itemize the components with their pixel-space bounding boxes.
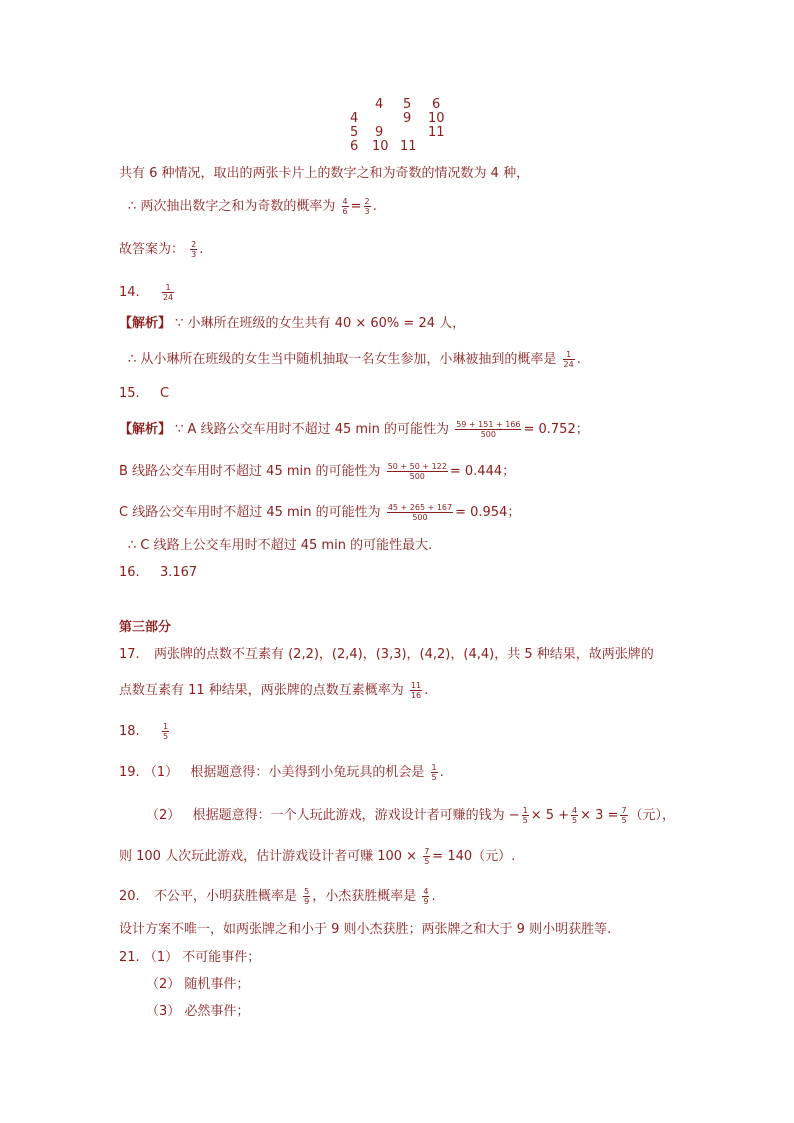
p17-line1 [119,647,654,663]
p21-item1 [119,950,260,966]
p19-text: 根据题意得：小美得到小兔玩具的机会是 [190,765,425,780]
analysis-tag: 【解析】 [119,422,172,437]
fraction: $\frac{5}{9}$ [304,887,310,906]
p13-line2-text: ∴ 两次抽出数字之和为奇数的概率为 [128,199,336,214]
sub-number: （2） [146,808,181,823]
answer-value: C [159,386,170,401]
fraction: $\frac{4}{9}$ [423,887,429,906]
fraction: $\frac{45 + 265 + 167}{500}$ [387,503,453,522]
fraction: $\frac{7}{5}$ [424,847,430,866]
analysis-tag: 【解析】 [119,316,172,331]
table-header-cell: 5 [403,97,412,112]
answer-prefix: 故答案为： [119,242,185,257]
p13-answer: 故答案为： $\frac{2}{3}$ . [119,240,204,259]
question-number: 16. [119,565,140,580]
p17-text: 两张牌的点数不互素有 (2,2)，(2,4)，(3,3)，(4,2)，(4,4)，共 5 种结果，故两张牌的 [153,647,654,662]
p18-answer [119,722,171,741]
p13-line1: 共有 6 种情况，取出的两张卡片上的数字之和为奇数的情况数为 4 种， [119,166,530,181]
p14-answer [119,283,176,302]
p16-answer [119,565,197,581]
p19-text: = 140（元）. [432,849,516,864]
p21-item-text: （1） 不可能事件； [143,950,261,965]
p19-part2 [146,806,675,825]
p13-line2 [128,197,377,216]
section-heading: 第三部分 [119,620,172,635]
fraction: $\frac{1}{24}$ [162,283,174,302]
line-a-text: ∵ A 线路公交车用时不超过 45 min 的可能性为 [175,422,450,437]
table-cell: 9 [375,125,384,140]
p19-text: × 3 = [580,808,619,823]
p17-text: 点数互素有 11 种结果，两张牌的点数互素概率为 [119,683,404,698]
fraction: $\frac{2}{3}$ [364,197,370,216]
table-cell: 10 [372,139,389,154]
table-row-label: 6 [350,139,359,154]
table-cell: 9 [403,111,412,126]
question-number: 21. [119,950,140,965]
p17-line2: 点数互素有 11 种结果，两张牌的点数互素概率为 $\frac{11}{16}$ . [119,681,429,700]
answer-value: 3.167 [159,565,198,580]
p20-line1: 20. 不公平，小明获胜概率是 $\frac{5}{9}$ ，小杰获胜概率是 $\frac{4}{9}$ . [119,887,436,906]
line-c-text: C 线路公交车用时不超过 45 min 的可能性为 [119,505,381,520]
line-c-result: = 0.954； [455,505,521,520]
table-cell: 11 [400,139,417,154]
fraction: $\frac{11}{16}$ [410,681,422,700]
line-a-result: = 0.752； [523,422,589,437]
period: . [372,199,377,214]
conclusion-text: ∴ 从小琳所在班级的女生当中随机抽取一名女生参加，小琳被抽到的概率是 [128,352,557,367]
p19-part2-cont [119,847,515,866]
analysis-text: ∵ 小琳所在班级的女生共有 40 × 60% = 24 人， [175,316,466,331]
fraction: $\frac{1}{5}$ [522,806,528,825]
line-b-result: = 0.444； [449,464,516,479]
p15-line-c [119,503,520,522]
question-number: 15. [119,386,140,401]
p15-answer [119,386,169,402]
equals-sign: = [350,199,362,214]
p15-conclusion: ∴ C 线路上公交车用时不超过 45 min 的可能性最大. [128,538,433,553]
table-cell: 11 [428,125,445,140]
p15-line-b [119,462,515,481]
question-number: 17. [119,647,140,662]
p19-text: 则 100 人次玩此游戏，估计游戏设计者可赚 100 × [119,849,418,864]
fraction: $\frac{1}{24}$ [563,350,574,369]
p15-line-a [119,420,589,439]
p21-item3: （3） 必然事件； [146,1004,250,1019]
table-row-label: 5 [350,125,359,140]
question-number: 14. [119,285,140,300]
fraction: $\frac{50 + 50 + 122}{500}$ [387,462,447,481]
p14-analysis [119,316,465,332]
sub-number: （1） [143,765,179,780]
p14-conclusion: ∴ 从小琳所在班级的女生当中随机抽取一名女生参加，小琳被抽到的概率是 $\frac{1}{24}$ . [128,350,581,369]
p20-text: ，小杰获胜概率是 [312,889,417,904]
p19-text: 根据题意得：一个人玩此游戏，游戏设计者可赚的钱为 − [192,808,520,823]
sum-table [340,98,460,158]
fraction: $\frac{1}{5}$ [431,763,437,782]
fraction: $\frac{1}{5}$ [162,722,169,741]
fraction: $\frac{59 + 151 + 166}{500}$ [456,420,521,439]
p20-line2: 设计方案不唯一，如两张牌之和小于 9 则小杰获胜；两张牌之和大于 9 则小明获胜等. [119,922,612,937]
fraction: $\frac{4}{6}$ [342,197,348,216]
p19-part1: 19. （1） 根据题意得：小美得到小兔玩具的机会是 $\frac{1}{5}$ . [119,763,444,782]
fraction: $\frac{4}{5}$ [572,806,578,825]
p20-text: 不公平，小明获胜概率是 [153,889,297,904]
table-header-cell: 4 [375,97,384,112]
table-row-label: 4 [350,111,359,126]
question-number: 19. [119,765,140,780]
p19-text: （元）， [629,808,676,823]
p19-text: × 5 + [530,808,570,823]
p21-item2: （2） 随机事件； [146,977,250,992]
fraction: $\frac{2}{3}$ [191,240,197,259]
table-header-cell: 6 [432,97,441,112]
fraction: $\frac{7}{5}$ [621,806,627,825]
table-cell: 10 [428,111,445,126]
question-number: 20. [119,889,140,904]
line-b-text: B 线路公交车用时不超过 45 min 的可能性为 [119,464,381,479]
question-number: 18. [119,724,140,739]
